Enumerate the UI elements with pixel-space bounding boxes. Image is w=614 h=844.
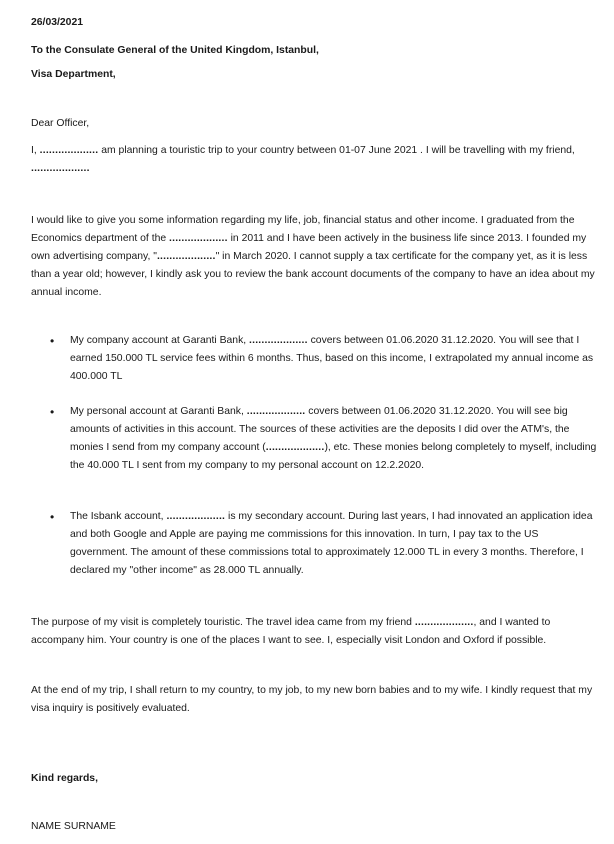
background-text-2: in 2011 and I have been actively in the business life since 2013. I founded my own advertising company, " [31, 233, 587, 262]
salutation: Dear Officer, [31, 118, 90, 129]
company-account-text-1: My company account at Garanti Bank, [70, 335, 250, 346]
friend-blank: ................... [414, 617, 474, 628]
intro-text-2: am planning a touristic trip to your country between 01-07 June 2021 . I will be travelling with my friend, [98, 145, 575, 156]
purpose-text-1: The purpose of my visit is completely touristic. The travel idea came from my friend [31, 617, 415, 628]
company-account-text-2: covers between 01.06.2020 31.12.2020. You will see that I earned 150.000 TL service fees within 6 months. Thus, based on this income, I extrapolated my annual income as 400.000 TL [70, 335, 594, 382]
purpose-text-2: , and I wanted to accompany him. Your country is one of the places I want to see. I, especially visit London and Oxford if possible. [31, 617, 551, 646]
closing: Kind regards, [31, 773, 98, 784]
background-text-3: " in March 2020. I cannot supply a tax certificate for the company yet, as it is less than a year old; however, I kindly ask you to review the bank account documents of the company to have an idea about my annual income. [31, 251, 595, 298]
bullet-icon: • [50, 405, 55, 419]
intro-text-1: I, [31, 145, 40, 156]
bullet-icon: • [50, 510, 55, 524]
recipient-line-2: Visa Department, [31, 69, 116, 80]
isbank-account-text-1: The Isbank account, [70, 511, 167, 522]
company-name-blank: ................... [156, 251, 216, 262]
isbank-account-text-2: is my secondary account. During last years, I had innovated an application idea and both Google and Apple are paying me commissions for this innovation. In turn, I pay tax to the US government. The amount of these commissions total to approximately 12.000 TL in every 3 months. Therefore, I declared my "other income" as 28.000 TL annually. [70, 511, 593, 576]
friend-name-blank: ................... [31, 163, 90, 174]
intro-paragraph [31, 142, 597, 178]
company-account-blank: ................... [249, 335, 308, 346]
name-blank: ................... [39, 145, 99, 156]
background-text-1: I would like to give you some information regarding my life, job, financial status and other income. I graduated from the Economics department of the [31, 215, 575, 244]
letter-date: 26/03/2021 [31, 17, 84, 28]
personal-account-text-1: My personal account at Garanti Bank, [70, 406, 247, 417]
isbank-account-item [70, 508, 598, 580]
company-account-ref-blank: ................... [265, 442, 325, 453]
recipient-line-1: To the Consulate General of the United Kingdom, Istanbul, [31, 45, 319, 56]
signature-name: NAME SURNAME [31, 821, 116, 832]
background-paragraph [31, 212, 597, 302]
isbank-account-blank: ................... [166, 511, 226, 522]
company-account-item [70, 332, 598, 386]
personal-account-item [70, 403, 598, 475]
bullet-icon: • [50, 334, 55, 348]
personal-account-text-2: covers between 01.06.2020 31.12.2020. You will see big amounts of activities in this account. The sources of these activities are the deposits I did over the ATM's, the monies I send from my company account ( [70, 406, 570, 453]
personal-account-blank: ................... [246, 406, 306, 417]
personal-account-text-3: ), etc. These monies belong completely to myself, including the 40.000 TL I sent from my company to my personal account on 12.2.2020. [70, 442, 597, 471]
return-paragraph: At the end of my trip, I shall return to my country, to my job, to my new born babies and to my wife. I kindly request that my visa inquiry is positively evaluated. [31, 685, 593, 714]
university-blank: ................... [169, 233, 228, 244]
purpose-paragraph [31, 614, 597, 650]
